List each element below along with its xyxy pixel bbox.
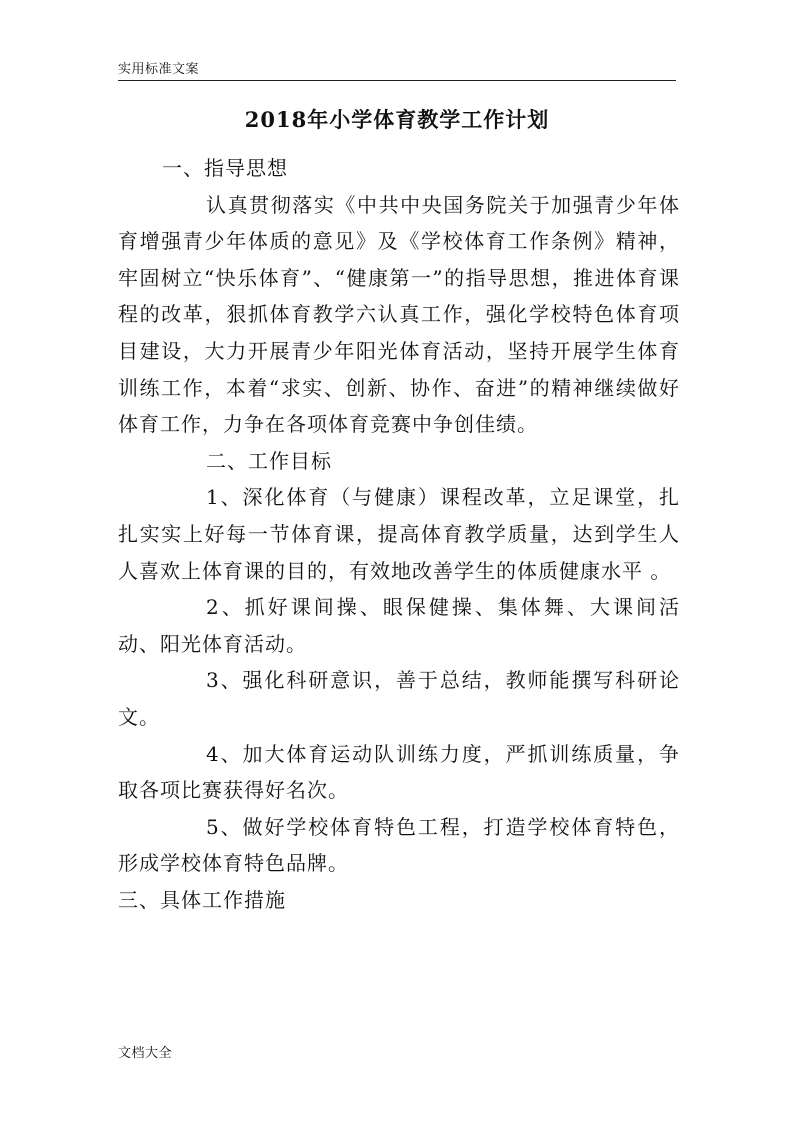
section-heading-work-goals: 二、工作目标: [206, 448, 332, 473]
section-heading-work-measures: 三、具体工作措施: [118, 887, 286, 912]
goal-item-5: 5、做好学校体育特色工程，打造学校体育特色，形成学校体育特色品牌。: [118, 814, 680, 876]
header-label: 实用标准文案: [118, 62, 200, 77]
goal-item-1: 1、深化体育（与健康）课程改革，立足课堂，扎扎实实上好每一节体育课，提高体育教学质量，达到学生人人喜欢上体育课的目的，有效地改善学生的体质健康水平 。: [118, 485, 680, 583]
goal-item-2: 2、抓好课间操、眼保健操、集体舞、大课间活动、阳光体育活动。: [118, 595, 680, 656]
paragraph-guiding-ideology: 认真贯彻落实《中共中央国务院关于加强青少年体育增强青少年体质的意见》及《学校体育工作条例》精神，牢固树立“快乐体育”、“健康第一”的指导思想，推进体育课程的改革，狠抓体育教学六认真工作，强化学校特色体育项目建设，大力开展青少年阳光体育活动，坚持开展学生体育训练工作，本着“求实、创新、协作、奋进”的精神继续做好体育工作，力争在各项体育竞赛中争创佳绩。: [118, 192, 680, 437]
document-title: 2018年小学体育教学工作计划: [244, 107, 550, 132]
footer-label: 文档大全: [118, 1046, 173, 1061]
goal-item-4: 4、加大体育运动队训练力度，严抓训练质量，争取各项比赛获得好名次。: [118, 741, 680, 803]
header-divider: [118, 80, 676, 81]
document-body: [118, 150, 680, 918]
goal-item-3: 3、强化科研意识，善于总结，教师能撰写科研论文。: [118, 668, 680, 729]
section-heading-guiding-ideology: 一、指导思想: [162, 156, 288, 180]
